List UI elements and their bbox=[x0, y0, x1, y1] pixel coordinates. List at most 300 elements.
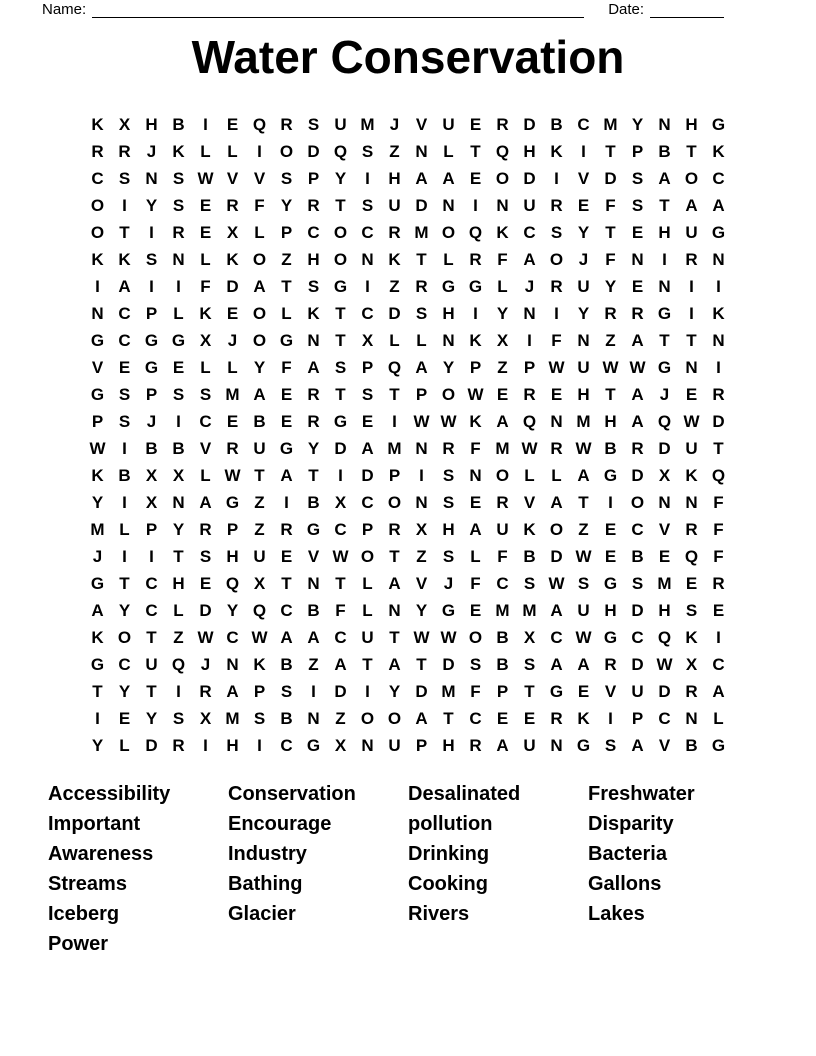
grid-letter: C bbox=[712, 169, 725, 188]
grid-letter: E bbox=[118, 709, 131, 728]
grid-letter: A bbox=[631, 385, 644, 404]
grid-letter: I bbox=[716, 277, 721, 296]
grid-letter: K bbox=[712, 304, 725, 323]
grid-letter: E bbox=[604, 520, 617, 539]
grid-letter: L bbox=[362, 574, 373, 593]
grid-letter: B bbox=[253, 412, 266, 431]
grid-letter: M bbox=[576, 412, 591, 431]
grid-letter: I bbox=[149, 277, 154, 296]
grid-letter: M bbox=[441, 682, 456, 701]
grid-letter: U bbox=[361, 628, 374, 647]
grid-letter: W bbox=[440, 628, 457, 647]
grid-letter: L bbox=[470, 547, 481, 566]
grid-letter: T bbox=[605, 385, 616, 404]
grid-letter: T bbox=[605, 142, 616, 161]
grid-letter: S bbox=[307, 115, 320, 134]
grid-row bbox=[84, 732, 732, 759]
grid-letter: Q bbox=[171, 655, 186, 674]
grid-letter: O bbox=[90, 196, 105, 215]
grid-letter: E bbox=[280, 385, 293, 404]
grid-letter: J bbox=[524, 277, 535, 296]
grid-letter: P bbox=[469, 358, 482, 377]
grid-row bbox=[84, 111, 732, 138]
grid-letter: K bbox=[712, 142, 725, 161]
grid-letter: S bbox=[172, 169, 185, 188]
grid-letter: I bbox=[716, 628, 721, 647]
grid-letter: L bbox=[227, 358, 238, 377]
grid-letter: P bbox=[631, 142, 644, 161]
grid-letter: Y bbox=[307, 439, 320, 458]
grid-letter: P bbox=[631, 709, 644, 728]
grid-row bbox=[84, 138, 732, 165]
grid-letter: Z bbox=[281, 250, 292, 269]
grid-letter: C bbox=[550, 628, 563, 647]
grid-letter: U bbox=[685, 223, 698, 242]
grid-letter: S bbox=[523, 655, 536, 674]
grid-letter: F bbox=[497, 250, 508, 269]
grid-letter: T bbox=[605, 223, 616, 242]
grid-letter: U bbox=[388, 736, 401, 755]
grid-letter: B bbox=[550, 115, 563, 134]
grid-letter: S bbox=[172, 709, 185, 728]
grid-row bbox=[84, 381, 732, 408]
grid-letter: V bbox=[658, 736, 671, 755]
grid-row bbox=[84, 300, 732, 327]
grid-row bbox=[84, 705, 732, 732]
grid-letter: I bbox=[149, 547, 154, 566]
grid-letter: S bbox=[172, 196, 185, 215]
grid-letter: K bbox=[550, 142, 563, 161]
grid-letter: I bbox=[176, 277, 181, 296]
grid-letter: K bbox=[118, 250, 131, 269]
grid-letter: R bbox=[307, 385, 320, 404]
grid-letter: A bbox=[334, 655, 347, 674]
grid-letter: G bbox=[441, 601, 456, 620]
grid-letter: H bbox=[577, 385, 590, 404]
grid-letter: E bbox=[199, 223, 212, 242]
grid-letter: S bbox=[361, 142, 374, 161]
grid-letter: X bbox=[226, 223, 239, 242]
grid-letter: N bbox=[685, 358, 698, 377]
grid-row bbox=[84, 516, 732, 543]
word-list-item: Bacteria bbox=[588, 843, 667, 865]
grid-letter: S bbox=[307, 277, 320, 296]
grid-letter: I bbox=[338, 466, 343, 485]
word-list-item: Gallons bbox=[588, 873, 662, 895]
grid-letter: O bbox=[549, 520, 564, 539]
grid-letter: N bbox=[172, 493, 185, 512]
grid-letter: T bbox=[578, 493, 589, 512]
grid-letter: L bbox=[200, 466, 211, 485]
grid-letter: I bbox=[608, 493, 613, 512]
grid-letter: C bbox=[145, 574, 158, 593]
grid-letter: S bbox=[199, 547, 212, 566]
grid-letter: R bbox=[685, 520, 698, 539]
grid-letter: W bbox=[467, 385, 484, 404]
grid-letter: T bbox=[416, 655, 427, 674]
grid-letter: M bbox=[387, 439, 402, 458]
grid-letter: S bbox=[172, 385, 185, 404]
grid-letter: D bbox=[361, 466, 374, 485]
grid-letter: N bbox=[685, 493, 698, 512]
grid-letter: H bbox=[604, 412, 617, 431]
grid-letter: M bbox=[225, 709, 240, 728]
grid-letter: I bbox=[608, 709, 613, 728]
grid-letter: S bbox=[199, 385, 212, 404]
grid-letter: G bbox=[711, 115, 726, 134]
grid-letter: N bbox=[91, 304, 104, 323]
grid-letter: D bbox=[523, 115, 536, 134]
grid-letter: E bbox=[523, 709, 536, 728]
grid-letter: F bbox=[605, 196, 616, 215]
grid-letter: T bbox=[686, 142, 697, 161]
grid-letter: S bbox=[685, 601, 698, 620]
grid-row bbox=[84, 624, 732, 651]
grid-letter: N bbox=[226, 655, 239, 674]
grid-letter: L bbox=[200, 142, 211, 161]
grid-letter: P bbox=[145, 385, 158, 404]
grid-letter: T bbox=[335, 331, 346, 350]
grid-letter: G bbox=[90, 655, 105, 674]
page-title: Water Conservation bbox=[191, 31, 625, 83]
grid-letter: I bbox=[716, 358, 721, 377]
grid-letter: D bbox=[415, 682, 428, 701]
grid-letter: I bbox=[392, 412, 397, 431]
grid-letter: A bbox=[496, 412, 509, 431]
grid-letter: S bbox=[577, 574, 590, 593]
grid-letter: X bbox=[523, 628, 536, 647]
grid-letter: M bbox=[657, 574, 672, 593]
grid-letter: G bbox=[549, 682, 564, 701]
grid-letter: N bbox=[577, 331, 590, 350]
grid-letter: T bbox=[362, 655, 373, 674]
grid-letter: U bbox=[523, 196, 536, 215]
grid-letter: Y bbox=[334, 169, 347, 188]
grid-letter: S bbox=[442, 547, 455, 566]
grid-letter: A bbox=[550, 493, 563, 512]
grid-letter: N bbox=[415, 142, 428, 161]
grid-letter: M bbox=[522, 601, 537, 620]
grid-letter: V bbox=[253, 169, 266, 188]
grid-letter: G bbox=[468, 277, 483, 296]
grid-letter: C bbox=[226, 628, 239, 647]
grid-letter: A bbox=[577, 466, 590, 485]
grid-letter: P bbox=[415, 736, 428, 755]
grid-letter: R bbox=[469, 250, 482, 269]
grid-letter: Q bbox=[684, 547, 699, 566]
grid-letter: J bbox=[227, 331, 238, 350]
grid-letter: A bbox=[577, 655, 590, 674]
grid-letter: P bbox=[91, 412, 104, 431]
grid-letter: Z bbox=[578, 520, 589, 539]
grid-letter: T bbox=[335, 385, 346, 404]
grid-letter: H bbox=[145, 115, 158, 134]
grid-letter: A bbox=[442, 169, 455, 188]
grid-letter: D bbox=[199, 601, 212, 620]
grid-letter: K bbox=[496, 223, 509, 242]
grid-letter: R bbox=[307, 196, 320, 215]
grid-letter: L bbox=[443, 142, 454, 161]
grid-letter: C bbox=[469, 709, 482, 728]
grid-letter: Q bbox=[495, 142, 510, 161]
grid-letter: A bbox=[631, 331, 644, 350]
grid-letter: X bbox=[334, 493, 347, 512]
grid-letter: L bbox=[173, 601, 184, 620]
grid-letter: F bbox=[713, 547, 724, 566]
grid-letter: W bbox=[440, 412, 457, 431]
grid-letter: Z bbox=[254, 493, 265, 512]
grid-letter: H bbox=[658, 223, 671, 242]
grid-letter: A bbox=[388, 655, 401, 674]
grid-letter: U bbox=[253, 547, 266, 566]
grid-letter: M bbox=[603, 115, 618, 134]
grid-letter: A bbox=[199, 493, 212, 512]
grid-letter: V bbox=[523, 493, 536, 512]
grid-letter: B bbox=[307, 493, 320, 512]
word-list-item: Streams bbox=[48, 873, 127, 895]
grid-letter: W bbox=[521, 439, 538, 458]
grid-letter: G bbox=[90, 574, 105, 593]
grid-letter: N bbox=[415, 439, 428, 458]
grid-letter: A bbox=[658, 169, 671, 188]
grid-letter: C bbox=[334, 520, 347, 539]
grid-letter: R bbox=[469, 736, 482, 755]
grid-letter: W bbox=[197, 169, 214, 188]
grid-letter: S bbox=[442, 493, 455, 512]
grid-letter: R bbox=[442, 439, 455, 458]
grid-row bbox=[84, 246, 732, 273]
grid-letter: I bbox=[554, 169, 559, 188]
grid-letter: O bbox=[441, 223, 456, 242]
grid-letter: D bbox=[334, 439, 347, 458]
word-list-item: Disparity bbox=[588, 813, 674, 835]
grid-letter: V bbox=[604, 682, 617, 701]
grid-letter: A bbox=[415, 169, 428, 188]
grid-letter: V bbox=[577, 169, 590, 188]
grid-letter: D bbox=[226, 277, 239, 296]
grid-letter: B bbox=[307, 601, 320, 620]
grid-letter: T bbox=[281, 574, 292, 593]
grid-letter: J bbox=[146, 412, 157, 431]
word-list-item: Power bbox=[48, 933, 109, 955]
grid-letter: G bbox=[603, 628, 618, 647]
word-list-column bbox=[588, 779, 768, 959]
grid-letter: E bbox=[118, 358, 131, 377]
grid-letter: Q bbox=[387, 358, 402, 377]
grid-letter: K bbox=[199, 304, 212, 323]
grid-letter: E bbox=[280, 547, 293, 566]
grid-letter: R bbox=[550, 709, 563, 728]
grid-letter: E bbox=[199, 574, 212, 593]
grid-letter: T bbox=[335, 304, 346, 323]
grid-letter: I bbox=[176, 682, 181, 701]
grid-letter: F bbox=[200, 277, 211, 296]
grid-letter: C bbox=[118, 331, 131, 350]
grid-letter: T bbox=[389, 628, 400, 647]
grid-letter: E bbox=[685, 385, 698, 404]
grid-letter: E bbox=[658, 547, 671, 566]
grid-letter: B bbox=[118, 466, 131, 485]
grid-letter: R bbox=[280, 520, 293, 539]
grid-letter: O bbox=[360, 709, 375, 728]
grid-letter: L bbox=[713, 709, 724, 728]
grid-letter: C bbox=[145, 601, 158, 620]
grid-letter: S bbox=[415, 304, 428, 323]
grid-letter: I bbox=[95, 277, 100, 296]
grid-letter: G bbox=[441, 277, 456, 296]
grid-letter: I bbox=[95, 709, 100, 728]
grid-letter: R bbox=[496, 115, 509, 134]
word-list-item: Iceberg bbox=[48, 903, 120, 925]
grid-letter: D bbox=[145, 736, 158, 755]
grid-letter: X bbox=[685, 655, 698, 674]
grid-letter: I bbox=[176, 412, 181, 431]
date-fill-line bbox=[650, 2, 724, 18]
grid-letter: I bbox=[662, 250, 667, 269]
grid-letter: C bbox=[361, 223, 374, 242]
grid-letter: M bbox=[360, 115, 375, 134]
grid-letter: A bbox=[415, 358, 428, 377]
grid-letter: A bbox=[361, 439, 374, 458]
grid-letter: P bbox=[415, 385, 428, 404]
grid-letter: O bbox=[333, 223, 348, 242]
grid-letter: C bbox=[361, 304, 374, 323]
grid-letter: F bbox=[470, 439, 481, 458]
grid-letter: J bbox=[146, 142, 157, 161]
grid-letter: W bbox=[602, 358, 619, 377]
grid-letter: R bbox=[523, 385, 536, 404]
grid-letter: Y bbox=[388, 682, 401, 701]
grid-letter: T bbox=[443, 709, 454, 728]
grid-letter: K bbox=[253, 655, 266, 674]
word-search-grid bbox=[84, 111, 732, 759]
grid-letter: H bbox=[442, 304, 455, 323]
grid-letter: N bbox=[145, 169, 158, 188]
grid-letter: U bbox=[631, 682, 644, 701]
grid-letter: G bbox=[657, 304, 672, 323]
word-list-item: pollution bbox=[408, 813, 493, 835]
grid-letter: X bbox=[199, 709, 212, 728]
grid-letter: N bbox=[307, 709, 320, 728]
grid-letter: L bbox=[362, 601, 373, 620]
grid-letter: O bbox=[441, 385, 456, 404]
grid-letter: W bbox=[332, 547, 349, 566]
grid-letter: I bbox=[122, 493, 127, 512]
grid-letter: U bbox=[442, 115, 455, 134]
grid-letter: A bbox=[523, 250, 536, 269]
grid-letter: N bbox=[685, 709, 698, 728]
grid-letter: R bbox=[199, 520, 212, 539]
grid-row bbox=[84, 678, 732, 705]
grid-letter: P bbox=[253, 682, 266, 701]
grid-letter: U bbox=[523, 736, 536, 755]
word-list-column bbox=[408, 779, 588, 959]
grid-letter: S bbox=[550, 223, 563, 242]
grid-row bbox=[84, 192, 732, 219]
grid-letter: B bbox=[631, 547, 644, 566]
grid-letter: G bbox=[225, 493, 240, 512]
grid-letter: O bbox=[252, 250, 267, 269]
grid-letter: G bbox=[90, 385, 105, 404]
grid-letter: G bbox=[144, 331, 159, 350]
grid-letter: R bbox=[280, 115, 293, 134]
grid-letter: D bbox=[712, 412, 725, 431]
grid-letter: O bbox=[90, 223, 105, 242]
grid-letter: W bbox=[656, 655, 673, 674]
grid-letter: D bbox=[631, 601, 644, 620]
grid-letter: G bbox=[171, 331, 186, 350]
word-list-item: Accessibility bbox=[48, 783, 171, 805]
grid-letter: O bbox=[387, 709, 402, 728]
grid-letter: I bbox=[257, 736, 262, 755]
grid-letter: N bbox=[442, 331, 455, 350]
grid-letter: I bbox=[311, 682, 316, 701]
grid-letter: R bbox=[685, 682, 698, 701]
grid-letter: F bbox=[713, 520, 724, 539]
grid-letter: R bbox=[712, 385, 725, 404]
grid-letter: N bbox=[469, 466, 482, 485]
grid-letter: H bbox=[658, 601, 671, 620]
grid-letter: X bbox=[496, 331, 509, 350]
grid-letter: N bbox=[550, 412, 563, 431]
grid-letter: A bbox=[712, 682, 725, 701]
grid-letter: K bbox=[469, 412, 482, 431]
grid-letter: G bbox=[144, 358, 159, 377]
grid-letter: G bbox=[306, 520, 321, 539]
grid-letter: N bbox=[361, 250, 374, 269]
grid-letter: R bbox=[604, 655, 617, 674]
grid-letter: Y bbox=[145, 709, 158, 728]
grid-letter: B bbox=[496, 628, 509, 647]
grid-letter: I bbox=[365, 277, 370, 296]
grid-letter: T bbox=[146, 682, 157, 701]
grid-letter: Z bbox=[173, 628, 184, 647]
grid-letter: N bbox=[712, 331, 725, 350]
grid-row bbox=[84, 489, 732, 516]
grid-letter: Z bbox=[254, 520, 265, 539]
header bbox=[42, 1, 742, 18]
grid-letter: C bbox=[334, 628, 347, 647]
grid-letter: R bbox=[91, 142, 104, 161]
word-list-item: Glacier bbox=[228, 903, 296, 925]
grid-letter: Z bbox=[416, 547, 427, 566]
grid-letter: C bbox=[118, 655, 131, 674]
grid-letter: D bbox=[658, 682, 671, 701]
grid-letter: I bbox=[365, 682, 370, 701]
grid-letter: L bbox=[497, 277, 508, 296]
grid-letter: S bbox=[631, 196, 644, 215]
grid-letter: O bbox=[333, 250, 348, 269]
grid-letter: S bbox=[523, 574, 536, 593]
grid-letter: N bbox=[307, 574, 320, 593]
grid-letter: D bbox=[631, 655, 644, 674]
grid-letter: G bbox=[711, 736, 726, 755]
grid-letter: I bbox=[203, 115, 208, 134]
grid-letter: L bbox=[254, 223, 265, 242]
grid-letter: T bbox=[686, 331, 697, 350]
grid-letter: W bbox=[224, 466, 241, 485]
grid-row bbox=[84, 543, 732, 570]
grid-letter: W bbox=[548, 574, 565, 593]
grid-letter: G bbox=[657, 358, 672, 377]
grid-letter: X bbox=[415, 520, 428, 539]
grid-letter: A bbox=[388, 574, 401, 593]
grid-letter: A bbox=[712, 196, 725, 215]
grid-letter: M bbox=[414, 223, 429, 242]
grid-letter: S bbox=[280, 169, 293, 188]
grid-letter: X bbox=[334, 736, 347, 755]
grid-letter: R bbox=[415, 277, 428, 296]
